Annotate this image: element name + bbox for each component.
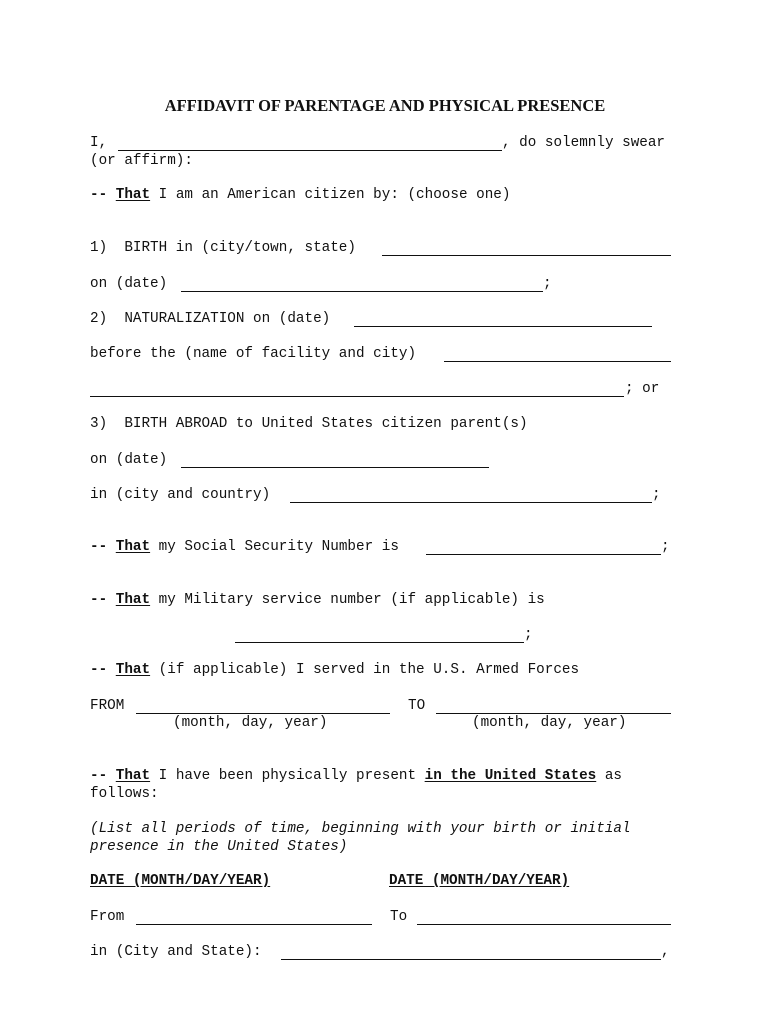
birth-date-field[interactable]	[181, 275, 543, 292]
citizen-statement	[90, 186, 510, 204]
presence-city-label: in (City and State):	[90, 944, 262, 960]
presence-to-field[interactable]	[417, 908, 671, 925]
presence-follows: follows:	[90, 786, 159, 802]
ssn-field[interactable]	[426, 538, 661, 555]
facility-field[interactable]	[444, 345, 671, 362]
dash-marker: --	[90, 539, 108, 555]
intro-affirm: (or affirm):	[90, 153, 193, 169]
intro-suffix: , do solemnly swear	[502, 135, 666, 151]
ssn-text: my Social Security Number is	[150, 539, 399, 555]
presence-from-label: From	[90, 909, 125, 925]
armed-from-label: FROM	[90, 698, 125, 714]
dash-marker: --	[90, 592, 108, 608]
military-text: my Military service number (if applicable) is	[150, 592, 545, 608]
armed-from-hint: (month, day, year)	[173, 715, 328, 731]
birth-label: 1) BIRTH in (city/town, state)	[90, 240, 356, 256]
abroad-city-field[interactable]	[290, 486, 652, 503]
presence-statement	[90, 767, 622, 785]
that-keyword: That	[115, 539, 151, 555]
ssn-end: ;	[661, 539, 670, 555]
abroad-in-label: in (city and country)	[90, 487, 271, 503]
document-title: AFFIDAVIT OF PARENTAGE AND PHYSICAL PRESENCE	[164, 96, 606, 115]
naturalization-date-field[interactable]	[354, 310, 652, 327]
ssn-statement	[90, 538, 399, 556]
facility-field-continued[interactable]	[90, 380, 624, 397]
abroad-date-field[interactable]	[181, 451, 489, 468]
that-keyword: That	[115, 768, 151, 784]
birth-on-label: on (date)	[90, 276, 168, 292]
dash-marker: --	[90, 768, 108, 784]
presence-from-field[interactable]	[136, 908, 372, 925]
presence-text: I have been physically present	[150, 768, 425, 784]
presence-text-end: as	[596, 768, 622, 784]
presence-city-field[interactable]	[281, 943, 661, 960]
presence-city-end: ,	[661, 944, 670, 960]
naturalization-label: 2) NATURALIZATION on (date)	[90, 311, 331, 327]
dash-marker: --	[90, 187, 108, 203]
that-keyword: That	[115, 592, 151, 608]
that-keyword: That	[115, 662, 151, 678]
armed-text: (if applicable) I served in the U.S. Armed Forces	[150, 662, 580, 678]
name-field[interactable]	[118, 134, 502, 151]
naturalization-end: ; or	[625, 381, 660, 397]
abroad-label: 3) BIRTH ABROAD to United States citizen parent(s)	[90, 416, 528, 432]
presence-emphasis: in the United States	[424, 768, 597, 784]
citizen-text: I am an American citizen by: (choose one)	[150, 187, 511, 203]
naturalization-before-label: before the (name of facility and city)	[90, 346, 417, 362]
armed-statement	[90, 661, 579, 679]
armed-to-label: TO	[408, 698, 426, 714]
presence-instruction-2: presence in the United States)	[90, 839, 348, 855]
armed-to-hint: (month, day, year)	[472, 715, 627, 731]
presence-to-label: To	[390, 909, 408, 925]
abroad-end: ;	[652, 487, 661, 503]
that-keyword: That	[115, 187, 151, 203]
intro-prefix: I,	[90, 135, 108, 151]
birth-end: ;	[543, 276, 552, 292]
date-column-header-to: DATE (MONTH/DAY/YEAR)	[389, 873, 570, 889]
abroad-on-label: on (date)	[90, 452, 168, 468]
military-end: ;	[524, 627, 533, 643]
dash-marker: --	[90, 662, 108, 678]
armed-from-field[interactable]	[136, 697, 390, 714]
armed-to-field[interactable]	[436, 697, 671, 714]
military-statement	[90, 591, 545, 609]
date-column-header-from: DATE (MONTH/DAY/YEAR)	[90, 873, 271, 889]
military-number-field[interactable]	[235, 626, 524, 643]
presence-instruction-1: (List all periods of time, beginning with your birth or initial	[90, 821, 631, 837]
birth-city-field[interactable]	[382, 239, 671, 256]
